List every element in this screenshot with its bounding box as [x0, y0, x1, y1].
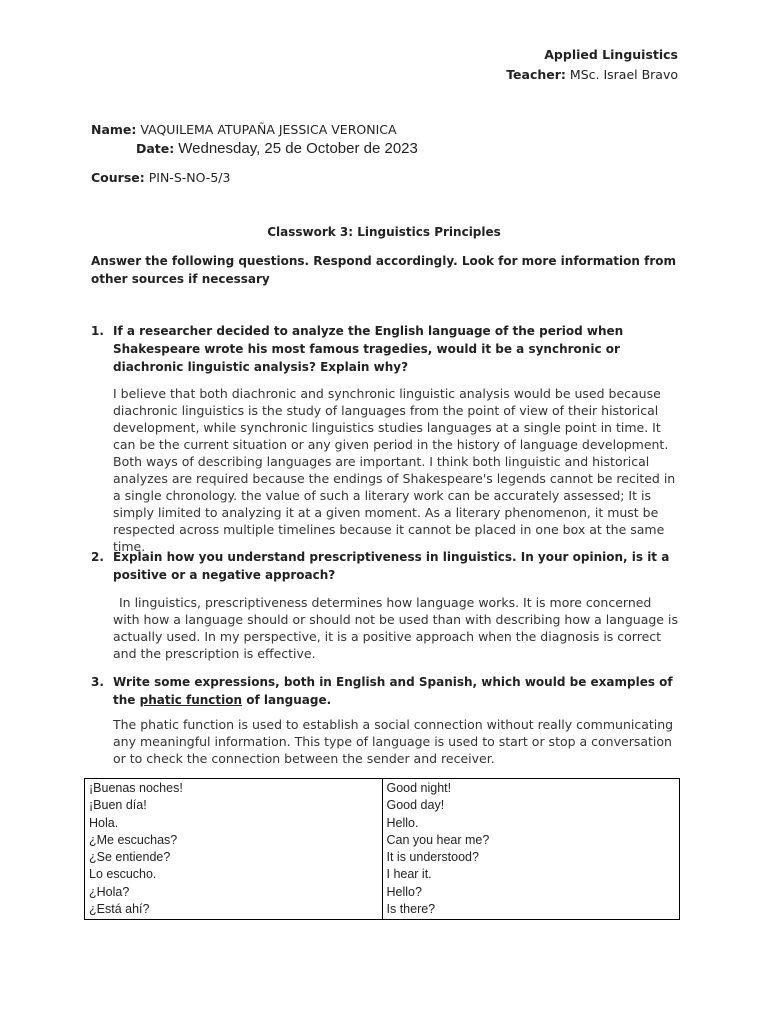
course-line — [91, 170, 230, 185]
answer-1: I believe that both diachronic and synchronic linguistic analysis would be used because diachronic linguistics is the study of languages from the point of view of their historical development, while synchronic linguistics studies languages at a single point in time. It can be the current situation or any given period in the history of language development. Both ways of describing languages are important. I think both linguistic and historical analyzes are required because the endings of Shakespeare's legends cannot be recited in a single chronology. the value of such a literary work can be accurately assessed; It is simply limited to analyzing it at a given moment. As a literary phenomenon, it must be respected across multiple timelines because it cannot be placed in one box at the same time. — [113, 386, 676, 554]
name-value: VAQUILEMA ATUPAÑA JESSICA VERONICA — [140, 122, 397, 137]
subject-title: Applied Linguistics — [544, 47, 678, 62]
question-text: If a researcher decided to analyze the English language of the period when Shakespeare wrote his most famous tragedies, would it be a synchronic or diachronic linguistic analysis? Explain why? — [113, 324, 624, 374]
spanish-expression: Lo escucho. — [89, 867, 157, 882]
answer-2: In linguistics, prescriptiveness determines how language works. It is more concerned with how a language should or should not be used than with describing how a language is actually used. In my perspective, it is a positive approach when the diagnosis is correct and the prescription is effective. — [113, 595, 678, 661]
teacher-label: Teacher: — [506, 67, 566, 82]
spanish-expression: Hola. — [89, 815, 119, 830]
english-expression: Hello. — [386, 815, 419, 830]
answer-3: The phatic function is used to establish a social connection without really communicating any meaningful information. This type of language is used to start or stop a conversation or to check the connection between the sender and receiver. — [113, 717, 674, 766]
english-expression: I hear it. — [386, 867, 432, 882]
instructions: Answer the following questions. Respond accordingly. Look for more information from other sources if necessary — [91, 254, 676, 286]
expressions-table — [84, 778, 680, 920]
question-text-start: Write some expressions, both in English and Spanish, which would be examples of the — [113, 675, 673, 707]
teacher-value: MSc. Israel Bravo — [569, 67, 678, 82]
spanish-expression: ¡Buenas noches! — [89, 781, 183, 795]
spanish-expression: ¿Me escuchas? — [89, 832, 178, 847]
question-number: 1. — [91, 324, 104, 338]
date-line — [136, 140, 418, 157]
spanish-expression: ¿Está ahí? — [89, 902, 150, 917]
spanish-expression: ¡Buen día! — [89, 798, 147, 813]
question-number: 2. — [91, 550, 104, 564]
table-row — [85, 779, 680, 920]
question-text — [113, 673, 681, 709]
english-expression: Good day! — [386, 798, 445, 813]
name-label: Name: — [91, 122, 137, 137]
english-expression: Can you hear me? — [386, 832, 490, 847]
teacher-line — [506, 67, 678, 82]
spanish-expression: ¿Se entiende? — [89, 850, 171, 865]
spanish-column — [85, 779, 383, 920]
english-column — [382, 779, 680, 920]
spanish-expression: ¿Hola? — [89, 884, 130, 899]
date-value: Wednesday, 25 de October de 2023 — [178, 140, 418, 157]
question-text: Explain how you understand prescriptiveness in linguistics. In your opinion, is it a positive or a negative approach? — [113, 550, 670, 582]
course-label: Course: — [91, 170, 145, 185]
course-value: PIN-S-NO-5/3 — [148, 170, 231, 185]
english-expression: Good night! — [386, 781, 452, 795]
english-expression: Is there? — [386, 902, 436, 917]
question-2 — [91, 548, 681, 584]
question-1 — [91, 322, 681, 376]
english-expression: It is understood? — [386, 850, 479, 865]
name-line — [91, 122, 397, 137]
phatic-function-term: phatic function — [139, 693, 243, 707]
question-3 — [91, 673, 681, 709]
english-expression: Hello? — [386, 884, 422, 899]
question-number: 3. — [91, 675, 104, 689]
classwork-title: Classwork 3: Linguistics Principles — [267, 225, 501, 239]
question-text-end: of language. — [242, 693, 332, 707]
date-label: Date: — [136, 141, 175, 156]
